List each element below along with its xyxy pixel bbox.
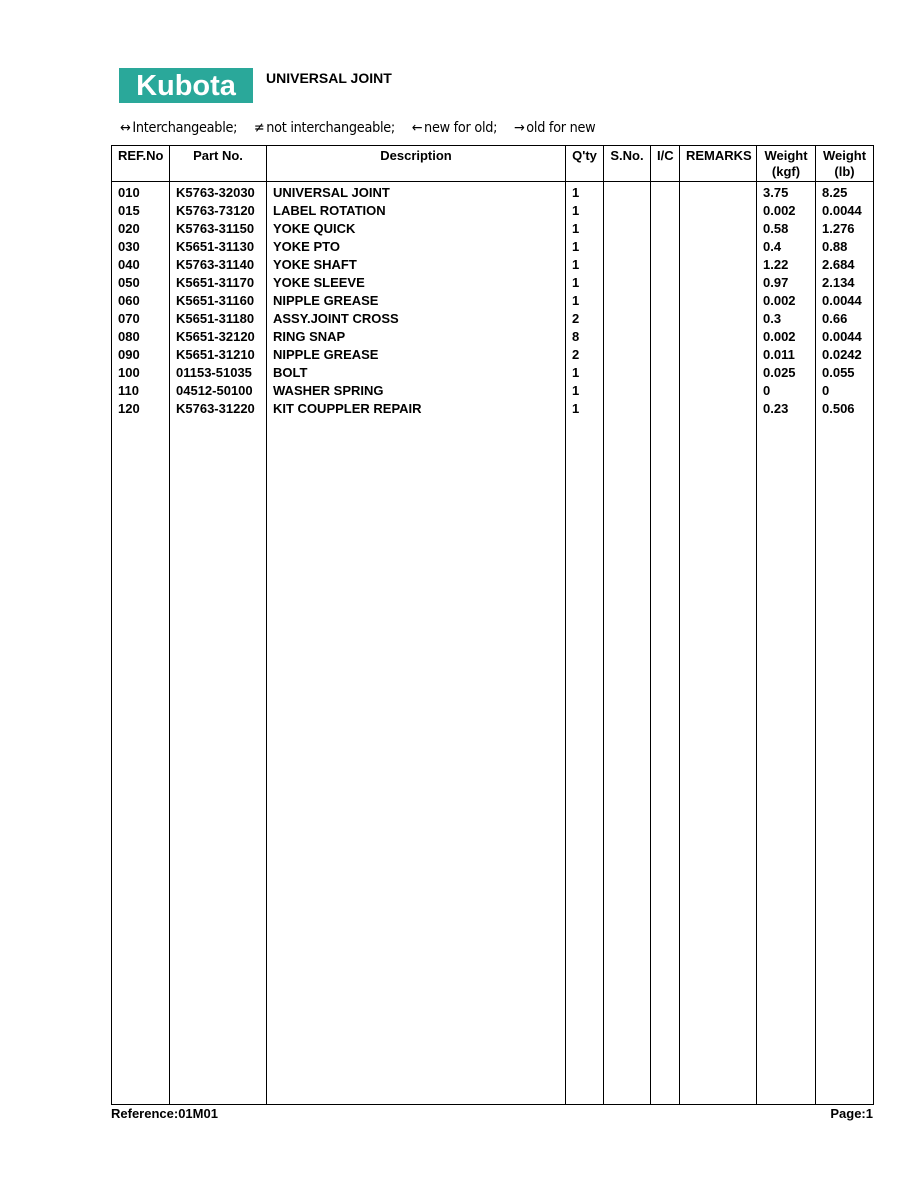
cell-part: K5763-73120 xyxy=(170,202,267,220)
table-row xyxy=(112,182,874,203)
cell-remarks xyxy=(680,310,757,328)
cell-wkgf: 0.002 xyxy=(757,202,816,220)
cell-ref: 060 xyxy=(112,292,170,310)
cell-desc: UNIVERSAL JOINT xyxy=(267,182,566,203)
cell-wlb: 2.684 xyxy=(816,256,874,274)
cell-qty: 2 xyxy=(566,310,604,328)
cell-wlb: 0.0044 xyxy=(816,292,874,310)
col-header-desc: Description xyxy=(267,146,566,182)
empty-cell xyxy=(757,418,816,1105)
cell-ic xyxy=(651,238,680,256)
cell-desc: YOKE SLEEVE xyxy=(267,274,566,292)
legend-label: not interchangeable; xyxy=(266,120,395,136)
table-row xyxy=(112,292,874,310)
cell-sno xyxy=(604,202,651,220)
cell-ic xyxy=(651,292,680,310)
empty-cell xyxy=(816,418,874,1105)
cell-ic xyxy=(651,400,680,418)
cell-qty: 1 xyxy=(566,400,604,418)
cell-ref: 010 xyxy=(112,182,170,203)
empty-cell xyxy=(680,418,757,1105)
cell-ic xyxy=(651,310,680,328)
empty-cell xyxy=(112,418,170,1105)
legend-label: old for new xyxy=(526,120,596,136)
cell-wkgf: 3.75 xyxy=(757,182,816,203)
cell-ref: 110 xyxy=(112,382,170,400)
arrow-right-icon: → xyxy=(513,120,525,136)
cell-part: K5651-31130 xyxy=(170,238,267,256)
page-title: UNIVERSAL JOINT xyxy=(266,70,392,86)
cell-wlb: 0.506 xyxy=(816,400,874,418)
legend-label: Interchangeable; xyxy=(132,120,238,136)
cell-wkgf: 0.3 xyxy=(757,310,816,328)
empty-cell xyxy=(170,418,267,1105)
cell-ref: 030 xyxy=(112,238,170,256)
cell-wkgf: 0.4 xyxy=(757,238,816,256)
cell-remarks xyxy=(680,256,757,274)
arrow-left-icon: ← xyxy=(411,120,423,136)
cell-sno xyxy=(604,400,651,418)
cell-part: K5651-31180 xyxy=(170,310,267,328)
cell-qty: 1 xyxy=(566,202,604,220)
cell-wkgf: 0.97 xyxy=(757,274,816,292)
table-row xyxy=(112,328,874,346)
cell-remarks xyxy=(680,182,757,203)
cell-remarks xyxy=(680,202,757,220)
cell-wlb: 0 xyxy=(816,382,874,400)
cell-qty: 1 xyxy=(566,238,604,256)
table-row xyxy=(112,400,874,418)
cell-qty: 1 xyxy=(566,292,604,310)
table-row xyxy=(112,256,874,274)
cell-sno xyxy=(604,382,651,400)
reference-label: Reference:01M01 xyxy=(111,1106,218,1121)
table-row xyxy=(112,274,874,292)
empty-cell xyxy=(651,418,680,1105)
col-header-weight-kgf-unit: (kgf) xyxy=(771,164,801,179)
cell-ic xyxy=(651,182,680,203)
cell-desc: YOKE SHAFT xyxy=(267,256,566,274)
cell-remarks xyxy=(680,346,757,364)
table-header-row xyxy=(112,146,874,182)
cell-sno xyxy=(604,364,651,382)
cell-wkgf: 0.58 xyxy=(757,220,816,238)
cell-ref: 120 xyxy=(112,400,170,418)
cell-ref: 070 xyxy=(112,310,170,328)
cell-wkgf: 1.22 xyxy=(757,256,816,274)
cell-remarks xyxy=(680,364,757,382)
cell-qty: 1 xyxy=(566,274,604,292)
cell-ref: 080 xyxy=(112,328,170,346)
table-row xyxy=(112,238,874,256)
not-equal-icon: ≠ xyxy=(253,120,265,136)
legend-label: new for old; xyxy=(424,120,498,136)
table-row xyxy=(112,220,874,238)
col-header-part: Part No. xyxy=(170,146,267,182)
col-header-weight-lb-unit: (lb) xyxy=(834,164,855,179)
cell-ic xyxy=(651,364,680,382)
cell-desc: YOKE PTO xyxy=(267,238,566,256)
cell-ic xyxy=(651,274,680,292)
cell-ic xyxy=(651,328,680,346)
cell-desc: WASHER SPRING xyxy=(267,382,566,400)
cell-part: K5651-31170 xyxy=(170,274,267,292)
cell-sno xyxy=(604,310,651,328)
cell-ref: 015 xyxy=(112,202,170,220)
cell-qty: 2 xyxy=(566,346,604,364)
table-row xyxy=(112,364,874,382)
cell-part: K5651-31160 xyxy=(170,292,267,310)
cell-wlb: 0.0044 xyxy=(816,202,874,220)
cell-wlb: 2.134 xyxy=(816,274,874,292)
col-header-weight-lb-line1: Weight xyxy=(822,148,867,163)
col-header-remarks: REMARKS xyxy=(680,146,757,182)
cell-part: K5651-31210 xyxy=(170,346,267,364)
cell-ic xyxy=(651,382,680,400)
cell-qty: 1 xyxy=(566,220,604,238)
cell-desc: YOKE QUICK xyxy=(267,220,566,238)
cell-remarks xyxy=(680,292,757,310)
cell-remarks xyxy=(680,238,757,256)
cell-remarks xyxy=(680,328,757,346)
cell-wkgf: 0.002 xyxy=(757,328,816,346)
col-header-ic: I/C xyxy=(651,146,680,182)
interchangeable-icon: ↔ xyxy=(120,120,131,136)
parts-table xyxy=(111,145,874,1105)
empty-cell xyxy=(267,418,566,1105)
cell-part: 04512-50100 xyxy=(170,382,267,400)
kubota-logo xyxy=(119,68,253,103)
cell-sno xyxy=(604,220,651,238)
cell-wkgf: 0 xyxy=(757,382,816,400)
cell-wlb: 0.0242 xyxy=(816,346,874,364)
cell-wlb: 0.66 xyxy=(816,310,874,328)
cell-wkgf: 0.23 xyxy=(757,400,816,418)
cell-remarks xyxy=(680,400,757,418)
col-header-qty: Q'ty xyxy=(566,146,604,182)
cell-remarks xyxy=(680,220,757,238)
cell-ic xyxy=(651,346,680,364)
parts-table-body xyxy=(112,182,874,1105)
cell-sno xyxy=(604,346,651,364)
cell-desc: RING SNAP xyxy=(267,328,566,346)
cell-desc: LABEL ROTATION xyxy=(267,202,566,220)
kubota-logo-mark xyxy=(119,68,253,103)
cell-part: 01153-51035 xyxy=(170,364,267,382)
col-header-weight-kgf-line1: Weight xyxy=(764,148,808,163)
cell-ref: 020 xyxy=(112,220,170,238)
cell-wkgf: 0.002 xyxy=(757,292,816,310)
cell-ref: 050 xyxy=(112,274,170,292)
cell-qty: 1 xyxy=(566,182,604,203)
cell-qty: 1 xyxy=(566,256,604,274)
kubota-logo-text: Kubota xyxy=(136,70,236,102)
cell-sno xyxy=(604,328,651,346)
cell-desc: KIT COUPPLER REPAIR xyxy=(267,400,566,418)
table-row xyxy=(112,202,874,220)
cell-qty: 1 xyxy=(566,382,604,400)
cell-wkgf: 0.025 xyxy=(757,364,816,382)
cell-ic xyxy=(651,256,680,274)
cell-wkgf: 0.011 xyxy=(757,346,816,364)
cell-remarks xyxy=(680,274,757,292)
page-number: Page:1 xyxy=(830,1106,873,1121)
cell-desc: ASSY.JOINT CROSS xyxy=(267,310,566,328)
cell-desc: NIPPLE GREASE xyxy=(267,292,566,310)
cell-ref: 100 xyxy=(112,364,170,382)
empty-cell xyxy=(566,418,604,1105)
cell-ic xyxy=(651,220,680,238)
table-row xyxy=(112,310,874,328)
cell-sno xyxy=(604,292,651,310)
cell-wlb: 0.055 xyxy=(816,364,874,382)
cell-part: K5763-31150 xyxy=(170,220,267,238)
table-row xyxy=(112,346,874,364)
cell-sno xyxy=(604,274,651,292)
cell-wlb: 8.25 xyxy=(816,182,874,203)
interchangeability-legend xyxy=(120,120,608,136)
col-header-weight-lb xyxy=(816,146,874,182)
cell-ref: 090 xyxy=(112,346,170,364)
cell-part: K5763-32030 xyxy=(170,182,267,203)
col-header-sno: S.No. xyxy=(604,146,651,182)
empty-cell xyxy=(604,418,651,1105)
col-header-weight-kgf xyxy=(757,146,816,182)
cell-wlb: 1.276 xyxy=(816,220,874,238)
cell-part: K5763-31220 xyxy=(170,400,267,418)
cell-ic xyxy=(651,202,680,220)
cell-qty: 8 xyxy=(566,328,604,346)
table-filler-row xyxy=(112,418,874,1105)
cell-part: K5651-32120 xyxy=(170,328,267,346)
cell-sno xyxy=(604,238,651,256)
cell-qty: 1 xyxy=(566,364,604,382)
cell-desc: BOLT xyxy=(267,364,566,382)
col-header-ref: REF.No xyxy=(112,146,170,182)
cell-remarks xyxy=(680,382,757,400)
cell-sno xyxy=(604,256,651,274)
cell-sno xyxy=(604,182,651,203)
cell-wlb: 0.0044 xyxy=(816,328,874,346)
table-row xyxy=(112,382,874,400)
cell-desc: NIPPLE GREASE xyxy=(267,346,566,364)
cell-part: K5763-31140 xyxy=(170,256,267,274)
cell-ref: 040 xyxy=(112,256,170,274)
cell-wlb: 0.88 xyxy=(816,238,874,256)
